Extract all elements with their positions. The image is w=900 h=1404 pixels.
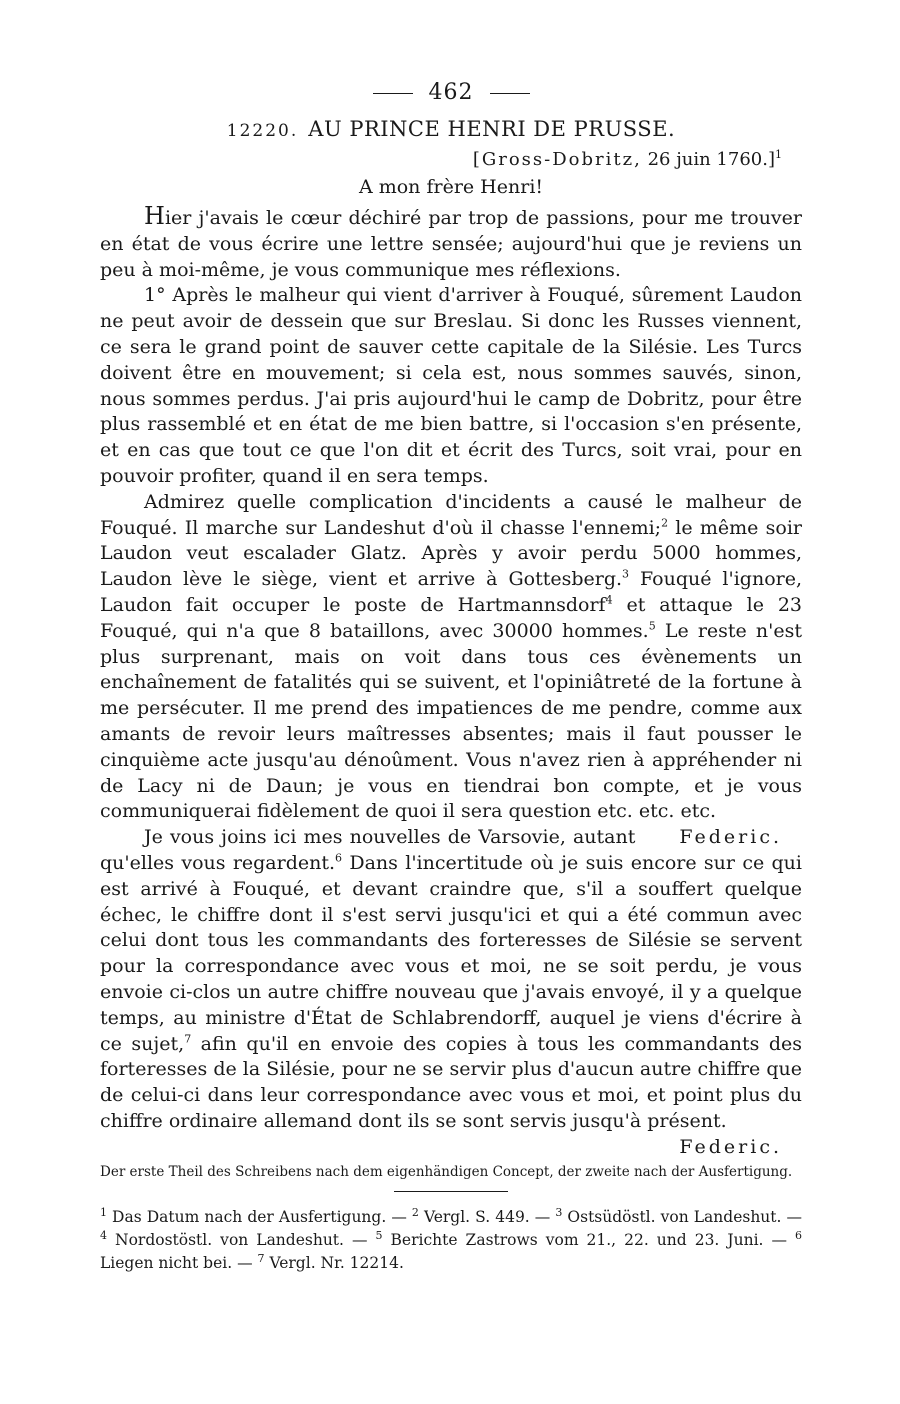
text-run: Le reste n'est plus surprenant, mais on voit dans tous ces évènements un enchaînement de fatalités qui se suivent, et l'opiniâtreté de la fortune à me persécuter. Il me prend des impatiences de me pendre, comme aux amants de revoir leurs maîtresses absentes; mais il faut pousser le cinquième acte jusqu'au dénoûment. Vous n'avez rien à appréhender ni de Lacy ni de Daun; je vous en tiendrai bon compte, et je vous communiquerai fidèlement de quoi il sera question etc. etc. etc.	[100, 619, 802, 823]
text-run: afin qu'il en envoie des copies à tous les commandants des forteresses de la Silésie, pour ne se servir plus d'aucun autre chiffre que de celui-ci dans leur correspondance avec vous et moi, et point plus du chiffre ordinaire allemand dont ils se sont servis jusqu'à présent.	[100, 1032, 802, 1132]
paragraph-4	[100, 825, 802, 1135]
salutation: A mon frère Henri!	[358, 176, 544, 198]
paragraph-1	[100, 204, 802, 283]
drop-cap: H	[144, 202, 165, 230]
footnote-text: Vergl. Nr. 12214.	[264, 1253, 404, 1272]
text-run: et attaque le 23 Fouqué, qui n'a que 8 bataillons, avec 30000 hommes.	[100, 593, 802, 642]
signature: Federic.	[679, 1135, 782, 1158]
text-run: le même soir Laudon veut escalader Glatz. Après y avoir perdu 5000 hommes, Laudon lève le siège, vient et arrive à Gottesberg.	[100, 516, 802, 591]
paragraph-2: 1° Après le malheur qui vient d'arriver à Fouqué, sûrement Laudon ne peut avoir de dessein que sur Breslau. Si donc les Russes viennent, ce sera le grand point de sauver cette capitale de la Silésie. Les Turcs doivent être en mouvement; si cela est, nous sommes sauvés, sinon, nous sommes perdus. J'ai pris aujourd'hui le camp de Dobritz, pour être plus rassemblé et en état de me bien battre, si l'occasion s'en présente, et en cas que tout ce que l'on dit et écrit des Turcs, soit vrai, pour en pouvoir profiter, quand il en sera temps.	[100, 284, 802, 487]
footnote-rule	[394, 1191, 508, 1192]
footnote-text: Das Datum nach der Ausfertigung. —	[107, 1207, 412, 1226]
footnote-number: 6	[795, 1228, 802, 1242]
footnote-number: 1	[100, 1205, 107, 1219]
footnote-ref: 3	[622, 567, 630, 581]
footnote-ref: 6	[335, 851, 343, 865]
footnote-number: 2	[411, 1205, 419, 1219]
footnotes	[100, 1206, 802, 1275]
dateline-place: [Gross-Dobritz,	[472, 149, 642, 170]
footnote-number: 3	[555, 1205, 563, 1219]
footnote-text: Nordostöstl. von Landeshut. —	[107, 1230, 376, 1249]
dateline-date: 26 juin 1760.]	[641, 149, 775, 170]
page-number	[100, 80, 802, 105]
footnote-ref: 1	[775, 148, 782, 161]
letter-title: AU PRINCE HENRI DE PRUSSE.	[308, 117, 676, 141]
dateline	[100, 149, 782, 170]
source-note: Der erste Theil des Schreibens nach dem eigenhändigen Concept, der zweite nach der Ausfertigung.	[100, 1163, 793, 1180]
dash-right	[490, 93, 530, 94]
footnote-ref: 4	[605, 593, 613, 607]
text-run: Dans l'incertitude où je suis encore sur ce qui est arrivé à Fouqué, et devant craindre que, s'il a souffert quelque échec, le chiffre dont il s'est servi jusqu'ici et qui a été commun avec celui dont tous les commandants des forteresses de Silésie se servent pour la correspondance avec vous et moi, ne se soit perdu, je vous envoie ci-clos un autre chiffre nouveau que j'avais envoyé, il y a quelque temps, au ministre d'État de Schlabrendorff, auquel je viens d'écrire à ce sujet,	[100, 851, 802, 1055]
page-number-text: 462	[428, 80, 474, 105]
footnote-number: 7	[257, 1251, 265, 1265]
footnote-ref: 2	[661, 516, 669, 530]
footnote-text: Vergl. S. 449. —	[418, 1207, 556, 1226]
footnote-ref: 5	[648, 619, 656, 633]
text-run: Fouqué l'ignore, Laudon fait occuper le poste de Hartmannsdorf	[100, 568, 802, 616]
footnote-text: Berichte Zastrows vom 21., 22. und 23. Juni. —	[382, 1230, 795, 1249]
footnote-number: 4	[100, 1228, 107, 1242]
letter-number: 12220.	[226, 121, 299, 141]
letter-heading	[100, 117, 802, 141]
footnote-number: 5	[375, 1228, 383, 1242]
inline-signature: Federic.	[679, 826, 782, 849]
paragraph-1-text: ier j'avais le cœur déchiré par trop de passions, pour me trouver en état de vous écrire une lettre sensée; aujourd'hui que je reviens un peu à moi-même, je vous communique mes réflexions.	[100, 207, 802, 281]
footnote-text: Liegen nicht bei. —	[100, 1253, 258, 1272]
text-run: Je vous joins ici mes nouvelles de Varsovie, autant qu'elles vous regardent.	[100, 826, 636, 874]
text-run: Admirez quelle complication d'incidents a causé le malheur de Fouqué. Il marche sur Landeshut d'où il chasse l'ennemi;	[100, 490, 802, 539]
footnote-text: Ostsüdöstl. von Landeshut. —	[562, 1207, 803, 1226]
dash-left	[373, 93, 413, 94]
paragraph-3	[100, 490, 802, 849]
footnote-ref: 7	[184, 1032, 192, 1046]
